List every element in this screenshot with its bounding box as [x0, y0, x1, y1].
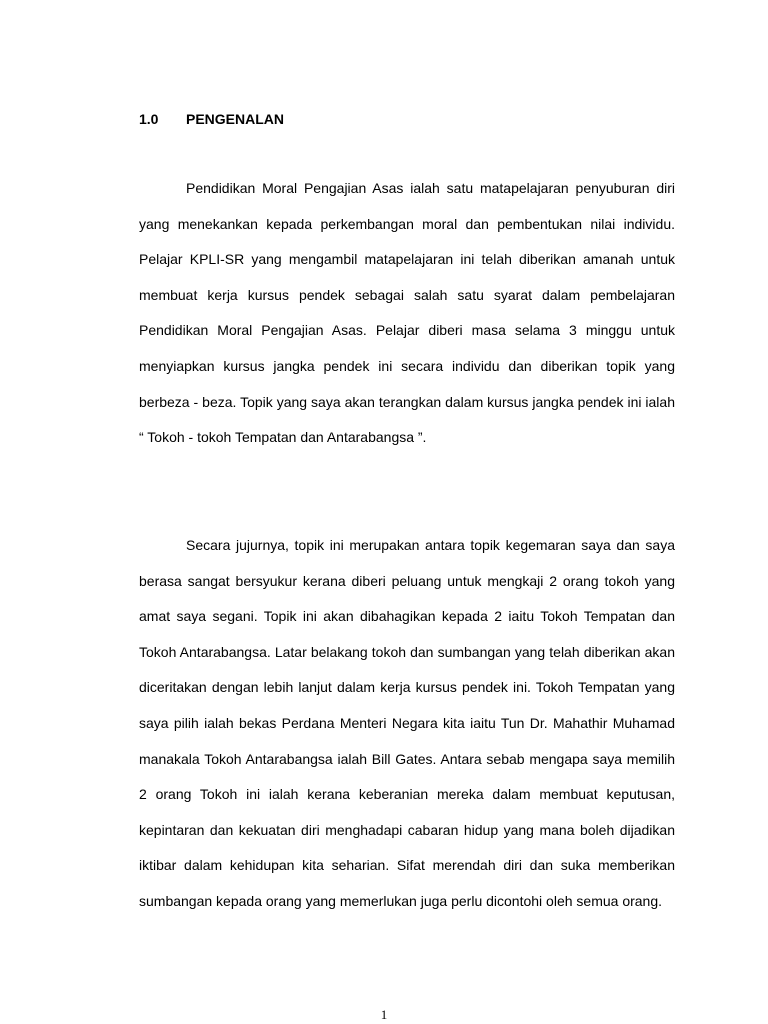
page-number: 1: [380, 1007, 388, 1022]
paragraph-topic-reason: Secara jujurnya, topik ini merupakan antara topik kegemaran saya dan saya berasa sangat bersyukur kerana diberi peluang untuk mengkaji 2 orang tokoh yang amat saya segani. Topik ini akan dibahagikan kepada 2 iaitu Tokoh Tempatan dan Tokoh Antarabangsa. Latar belakang tokoh dan sumbangan yang telah diberikan akan diceritakan dengan lebih lanjut dalam kerja kursus pendek ini. Tokoh Tempatan yang saya pilih ialah bekas Perdana Menteri Negara kita iaitu Tun Dr. Mahathir Muhamad manakala Tokoh Antarabangsa ialah Bill Gates. Antara sebab mengapa saya memilih 2 orang Tokoh ini ialah kerana keberanian mereka dalam membuat keputusan, kepintaran dan kekuatan diri menghadapi cabaran hidup yang mana boleh dijadikan iktibar dalam kehidupan kita seharian. Sifat merendah diri dan suka memberikan sumbangan kepada orang yang memerlukan juga perlu dicontohi oleh semua orang.: [139, 537, 675, 909]
section-title: PENGENALAN: [186, 111, 285, 127]
section-number: 1.0: [139, 111, 159, 127]
section-heading: [139, 109, 284, 129]
paragraph-introduction: Pendidikan Moral Pengajian Asas ialah satu matapelajaran penyuburan diri yang menekankan kepada perkembangan moral dan pembentukan nilai individu. Pelajar KPLI-SR yang mengambil matapelajaran ini telah diberikan amanah untuk membuat kerja kursus pendek sebagai salah satu syarat dalam pembelajaran Pendidikan Moral Pengajian Asas. Pelajar diberi masa selama 3 minggu untuk menyiapkan kursus jangka pendek ini secara individu dan diberikan topik yang berbeza - beza. Topik yang saya akan terangkan dalam kursus jangka pendek ini ialah “ Tokoh - tokoh Tempatan dan Antarabangsa ”.: [139, 180, 675, 446]
